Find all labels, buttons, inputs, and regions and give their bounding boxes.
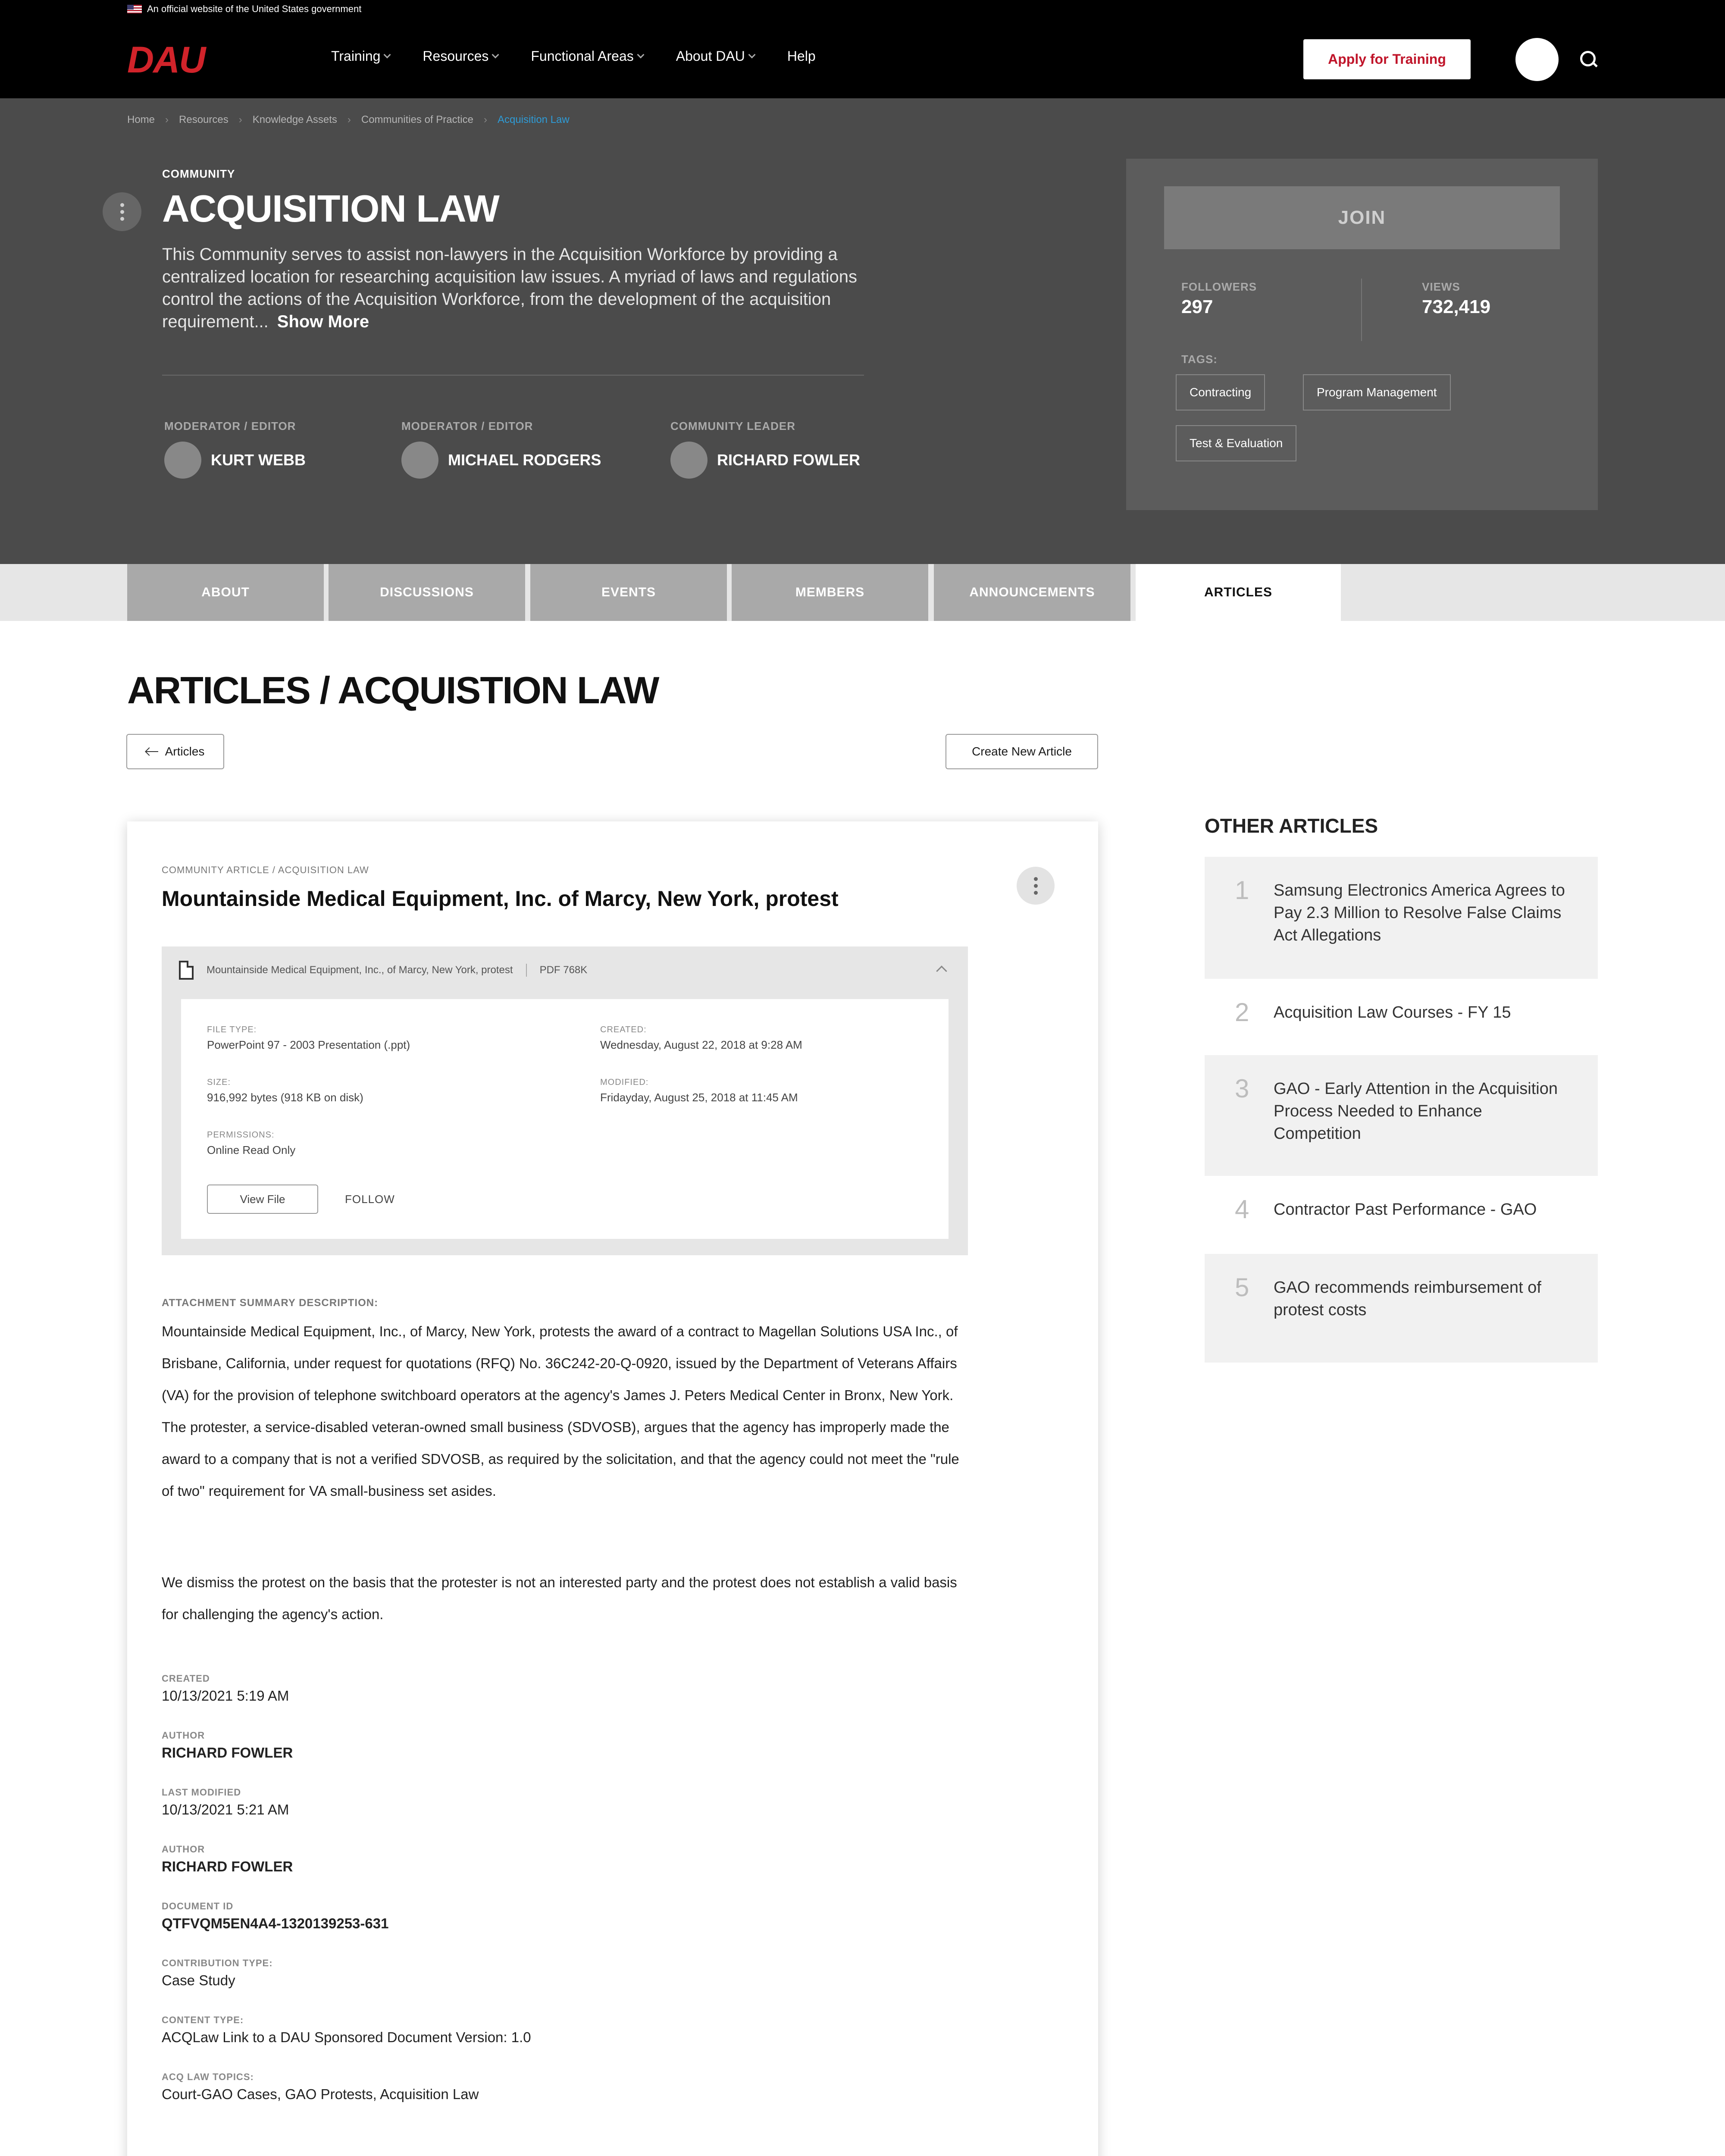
meta-label: MODIFIED: (600, 1078, 649, 1087)
dot (1034, 884, 1038, 888)
document-icon (179, 961, 194, 980)
breadcrumb-separator: › (165, 114, 169, 125)
arrow-left-icon (146, 751, 158, 752)
article-title: Mountainside Medical Equipment, Inc. of Marcy, New York, protest (162, 887, 839, 911)
tab-events[interactable]: EVENTS (530, 564, 727, 621)
meta-value: PowerPoint 97 - 2003 Presentation (.ppt) (207, 1038, 410, 1051)
moderator-person[interactable] (401, 442, 601, 479)
other-article-title: GAO recommends reimbursement of protest costs (1274, 1279, 1541, 1319)
meta-label: SIZE: (207, 1078, 231, 1087)
avatar (670, 442, 708, 479)
tag-program-management[interactable]: Program Management (1303, 374, 1451, 411)
file-created (600, 1025, 802, 1052)
field-value: Court-GAO Cases, GAO Protests, Acquisition Law (162, 2086, 479, 2102)
followers-label: FOLLOWERS (1181, 280, 1257, 293)
moderator-role: COMMUNITY LEADER (670, 420, 795, 432)
views-label: VIEWS (1422, 280, 1460, 293)
search-icon[interactable] (1580, 51, 1597, 68)
moderator-person[interactable] (670, 442, 860, 479)
field-author (162, 1730, 293, 1761)
community-description-text: This Community serves to assist non-lawyers in the Acquisition Workforce by providing a centralized location for researching acquisition law issues. A myriad of laws and regulations control the actions of the Acquisition Workforce, from the development of the acquisition requirement... (162, 245, 857, 331)
views-count: 732,419 (1422, 296, 1491, 317)
dau-logo[interactable]: DAU (127, 39, 205, 81)
view-file-button[interactable]: View File (207, 1185, 318, 1214)
stat-divider (1361, 279, 1362, 341)
article-card (127, 821, 1098, 2156)
breadcrumb-separator: › (483, 114, 487, 125)
chevron-down-icon (637, 51, 644, 58)
field-label: CREATED (162, 1673, 210, 1684)
divider (526, 964, 527, 977)
field-value: ACQLaw Link to a DAU Sponsored Document Version: 1.0 (162, 2029, 531, 2045)
views-stat (1422, 280, 1490, 318)
breadcrumb-current: Acquisition Law (497, 114, 570, 125)
gov-banner-text: An official website of the United States government (147, 3, 362, 14)
nav-label: Resources (423, 48, 489, 64)
community-leader (670, 420, 860, 479)
nav-functional-areas[interactable] (531, 48, 643, 64)
breadcrumb-communities[interactable]: Communities of Practice (361, 114, 473, 125)
field-content-type (162, 2015, 531, 2046)
other-article-title: Acquisition Law Courses - FY 15 (1274, 1003, 1511, 1022)
field-created (162, 1673, 289, 1704)
list-number: 1 (1235, 876, 1249, 905)
list-number: 3 (1235, 1074, 1249, 1103)
nav-training[interactable] (331, 48, 390, 64)
dot (120, 217, 124, 221)
tag-contracting[interactable]: Contracting (1176, 374, 1265, 411)
followers-stat (1181, 280, 1257, 318)
other-article-item[interactable] (1205, 1055, 1598, 1176)
field-topics (162, 2071, 479, 2103)
tab-announcements[interactable]: ANNOUNCEMENTS (934, 564, 1130, 621)
user-avatar[interactable] (1515, 38, 1559, 81)
other-articles-title: OTHER ARTICLES (1205, 815, 1378, 837)
other-article-title: GAO - Early Attention in the Acquisition Process Needed to Enhance Competition (1274, 1080, 1558, 1143)
other-article-item[interactable] (1205, 1176, 1598, 1254)
meta-label: CREATED: (600, 1025, 647, 1034)
tab-discussions[interactable]: DISCUSSIONS (329, 564, 525, 621)
us-flag-icon (127, 5, 142, 13)
dot (120, 203, 124, 207)
dot (1034, 877, 1038, 881)
community-title: ACQUISITION LAW (162, 187, 499, 230)
apply-for-training-button[interactable]: Apply for Training (1303, 39, 1471, 79)
field-label: AUTHOR (162, 1844, 205, 1855)
followers-count: 297 (1181, 296, 1213, 317)
attachment-name: Mountainside Medical Equipment, Inc., of Marcy, New York, protest (207, 964, 513, 976)
site-header (0, 0, 1725, 98)
nav-help[interactable] (787, 48, 816, 64)
list-number: 4 (1235, 1195, 1249, 1224)
nav-about-dau[interactable] (676, 48, 754, 64)
avatar (164, 442, 201, 479)
summary-paragraph-1: Mountainside Medical Equipment, Inc., of Marcy, New York, protests the award of a contract to Magellan Solutions USA Inc., of Brisbane, California, under request for quotations (RFQ) No. 36C242-20-Q-0920, issued by the Department of Veterans Affairs (VA) for the provision of telephone switchboard operators at the agency's James J. Peters Medical Center in Bronx, New York. The protester, a service-disabled veteran-owned small business (SDVOSB), argues that the agency has improperly made the award to a company that is not a verified SDVOSB, as required by the solicitation, and that the agency could not meet the "rule of two" requirement for VA small-business set asides. (162, 1323, 959, 1499)
attachment-details (181, 999, 949, 1239)
moderator-1 (164, 420, 306, 479)
field-label: AUTHOR (162, 1730, 205, 1741)
tab-about[interactable]: ABOUT (127, 564, 324, 621)
chevron-down-icon (748, 51, 755, 58)
meta-value: Online Read Only (207, 1144, 296, 1156)
article-options-icon[interactable] (1017, 867, 1055, 905)
tag-test-evaluation[interactable]: Test & Evaluation (1176, 425, 1296, 461)
other-article-title: Contractor Past Performance - GAO (1274, 1200, 1537, 1219)
meta-label: PERMISSIONS: (207, 1130, 275, 1140)
community-tabs (0, 564, 1725, 621)
field-contribution-type (162, 1958, 273, 1989)
dot (120, 210, 124, 214)
other-article-item[interactable] (1205, 979, 1598, 1055)
moderator-person[interactable] (164, 442, 306, 479)
tab-members[interactable]: MEMBERS (732, 564, 928, 621)
chevron-down-icon (492, 51, 499, 58)
meta-value: Fridayday, August 25, 2018 at 11:45 AM (600, 1091, 798, 1104)
file-type (207, 1025, 410, 1052)
attachment-panel (162, 946, 968, 1255)
field-last-modified (162, 1787, 289, 1818)
gov-banner (127, 3, 361, 16)
nav-label: Training (331, 48, 381, 64)
show-more-link[interactable]: Show More (277, 312, 369, 331)
attachment-header[interactable] (179, 955, 587, 985)
dot (1034, 891, 1038, 895)
main-nav (331, 48, 848, 64)
field-label: DOCUMENT ID (162, 1901, 234, 1912)
breadcrumb-separator: › (347, 114, 351, 125)
attachment-size-badge: PDF 768K (539, 964, 588, 976)
field-document-id (162, 1901, 388, 1932)
field-value: 10/13/2021 5:19 AM (162, 1688, 289, 1704)
field-value: RICHARD FOWLER (162, 1858, 293, 1874)
chevron-down-icon (384, 51, 391, 58)
file-modified (600, 1078, 798, 1104)
summary-label: ATTACHMENT SUMMARY DESCRIPTION: (162, 1297, 379, 1309)
summary-paragraph-2: We dismiss the protest on the basis that the protester is not an interested party and the protest does not establish a valid basis for challenging the agency's action. (162, 1574, 957, 1622)
other-article-title: Samsung Electronics America Agrees to Pay 2.3 Million to Resolve False Claims Act Allegations (1274, 881, 1565, 944)
follow-button[interactable]: FOLLOW (345, 1192, 395, 1206)
back-to-articles-button[interactable] (126, 734, 224, 769)
moderator-name: RICHARD FOWLER (717, 451, 860, 469)
breadcrumb-home[interactable]: Home (127, 114, 155, 125)
field-value: RICHARD FOWLER (162, 1745, 293, 1761)
join-button[interactable]: JOIN (1164, 186, 1560, 249)
nav-label: Functional Areas (531, 48, 634, 64)
breadcrumb-resources[interactable]: Resources (179, 114, 229, 125)
meta-value: Wednesday, August 22, 2018 at 9:28 AM (600, 1038, 802, 1051)
field-label: ACQ LAW TOPICS: (162, 2071, 254, 2082)
breadcrumb-knowledge-assets[interactable]: Knowledge Assets (252, 114, 337, 125)
meta-label: FILE TYPE: (207, 1025, 257, 1034)
file-permissions (207, 1130, 295, 1157)
tags-label: TAGS: (1181, 353, 1218, 366)
list-number: 2 (1235, 998, 1249, 1027)
field-value: QTFVQM5EN4A4-1320139253-631 (162, 1915, 389, 1931)
community-label: COMMUNITY (162, 167, 235, 180)
article-category: COMMUNITY ARTICLE / ACQUISITION LAW (162, 865, 369, 875)
field-label: LAST MODIFIED (162, 1787, 241, 1798)
chevron-up-icon[interactable] (936, 965, 947, 976)
tab-articles[interactable]: ARTICLES (1136, 564, 1341, 621)
back-label: Articles (165, 745, 205, 758)
moderator-name: MICHAEL RODGERS (448, 451, 601, 469)
field-value: Case Study (162, 1972, 235, 1988)
field-label: CONTRIBUTION TYPE: (162, 1958, 273, 1968)
meta-value: 916,992 bytes (918 KB on disk) (207, 1091, 363, 1104)
community-description (162, 243, 869, 333)
nav-label: Help (787, 48, 816, 64)
moderator-2 (401, 420, 601, 479)
other-article-item[interactable] (1205, 1254, 1598, 1363)
field-value: 10/13/2021 5:21 AM (162, 1802, 289, 1818)
page-title: ARTICLES / ACQUISTION LAW (127, 669, 659, 711)
breadcrumb (127, 114, 570, 126)
moderator-role: MODERATOR / EDITOR (164, 420, 296, 432)
nav-label: About DAU (676, 48, 745, 64)
create-new-article-button[interactable]: Create New Article (945, 734, 1098, 769)
moderator-role: MODERATOR / EDITOR (401, 420, 533, 432)
field-modified-author (162, 1844, 293, 1875)
join-card (1126, 159, 1598, 510)
field-label: CONTENT TYPE: (162, 2015, 244, 2025)
breadcrumb-separator: › (238, 114, 242, 125)
other-article-item[interactable] (1205, 857, 1598, 979)
moderator-name: KURT WEBB (211, 451, 306, 469)
file-size (207, 1078, 363, 1104)
avatar (401, 442, 438, 479)
nav-resources[interactable] (423, 48, 498, 64)
more-options-icon[interactable] (103, 192, 141, 231)
community-hero (0, 98, 1725, 564)
hero-divider (162, 375, 864, 376)
list-number: 5 (1235, 1273, 1249, 1302)
